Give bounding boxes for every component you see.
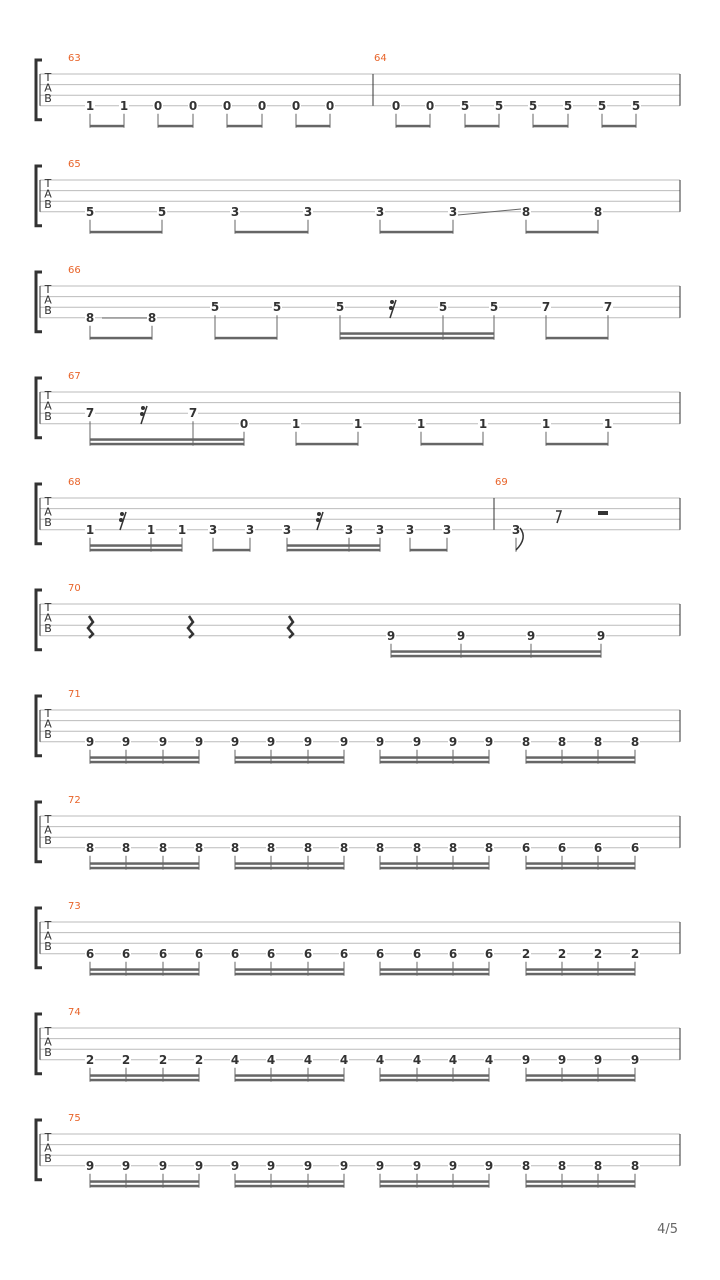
fret-number: 2 <box>158 1052 168 1067</box>
tab-system <box>36 689 680 764</box>
measure-number: 70 <box>68 583 81 594</box>
fret-number: 8 <box>266 840 276 855</box>
system-bracket <box>36 1120 42 1180</box>
tab-system <box>36 265 680 340</box>
beam <box>215 337 277 340</box>
beam <box>380 1079 489 1082</box>
measure-number: 63 <box>68 53 81 64</box>
tab-clef-letter: T <box>44 495 52 508</box>
beam <box>296 125 330 128</box>
beam <box>235 1074 344 1077</box>
fret-number: 6 <box>521 840 531 855</box>
beam <box>526 1074 635 1077</box>
fret-number: 9 <box>630 1052 640 1067</box>
sixteenth-rest <box>140 412 144 416</box>
beam <box>235 761 344 764</box>
fret-number: 4 <box>412 1052 422 1067</box>
beam <box>235 756 344 759</box>
fret-number: 9 <box>121 734 131 749</box>
beam <box>526 231 598 234</box>
fret-number: 6 <box>85 946 95 961</box>
quarter-rest <box>288 616 293 638</box>
beam <box>380 761 489 764</box>
beam <box>396 125 430 128</box>
fret-number: 9 <box>412 1158 422 1173</box>
fret-number: 1 <box>478 416 488 431</box>
fret-number: 3 <box>405 522 415 537</box>
sixteenth-rest <box>317 512 321 516</box>
tab-system <box>36 159 680 234</box>
fret-number: 3 <box>375 522 385 537</box>
fret-number: 9 <box>557 1052 567 1067</box>
fret-number: 6 <box>121 946 131 961</box>
tab-clef-letter: A <box>44 399 52 413</box>
fret-number: 5 <box>460 98 470 113</box>
fret-number: 9 <box>158 1158 168 1173</box>
fret-number: 8 <box>484 840 494 855</box>
fret-number: 6 <box>266 946 276 961</box>
beam <box>287 549 380 552</box>
beam <box>391 650 601 653</box>
beam <box>526 862 635 865</box>
beam <box>526 761 635 764</box>
fret-number: 4 <box>375 1052 385 1067</box>
tab-clef-letter: T <box>44 71 52 84</box>
fret-number: 6 <box>593 840 603 855</box>
beam <box>90 549 182 552</box>
fret-number: 1 <box>353 416 363 431</box>
beam <box>380 1180 489 1183</box>
sixteenth-rest <box>390 300 394 304</box>
fret-number: 5 <box>85 204 95 219</box>
fret-number: 5 <box>494 98 504 113</box>
tab-clef-letter: T <box>44 1131 52 1144</box>
beam <box>340 337 494 340</box>
beam <box>235 862 344 865</box>
beam <box>90 862 199 865</box>
fret-number: 3 <box>245 522 255 537</box>
fret-number: 6 <box>158 946 168 961</box>
fret-number: 0 <box>222 98 232 113</box>
tab-clef-letter: T <box>44 283 52 296</box>
sixteenth-rest <box>141 406 145 410</box>
sixteenth-rest <box>119 518 123 522</box>
tab-clef-letter: A <box>44 187 52 201</box>
fret-number: 9 <box>412 734 422 749</box>
fret-number: 5 <box>210 300 220 315</box>
system-bracket <box>36 272 42 332</box>
beam <box>380 1074 489 1077</box>
fret-number: 9 <box>230 1158 240 1173</box>
fret-number: 5 <box>157 204 167 219</box>
fret-number: 0 <box>257 98 267 113</box>
beam <box>90 443 244 446</box>
system-bracket <box>36 908 42 968</box>
beam <box>90 1079 199 1082</box>
beam <box>380 1185 489 1188</box>
tab-clef-letter: A <box>44 1035 52 1049</box>
fret-number: 8 <box>521 734 531 749</box>
fret-number: 6 <box>412 946 422 961</box>
quarter-rest <box>188 616 193 638</box>
fret-number: 8 <box>593 734 603 749</box>
fret-number: 6 <box>194 946 204 961</box>
system-bracket <box>36 590 42 650</box>
fret-number: 4 <box>484 1052 494 1067</box>
fret-number: 6 <box>557 840 567 855</box>
eighth-rest <box>556 511 561 523</box>
fret-number: 0 <box>188 98 198 113</box>
beam <box>227 125 262 128</box>
tab-system <box>36 477 680 552</box>
fret-number: 8 <box>593 204 603 219</box>
beam <box>90 1074 199 1077</box>
beam <box>533 125 568 128</box>
fret-number: 0 <box>325 98 335 113</box>
beam <box>526 756 635 759</box>
tab-clef-letter: B <box>44 198 52 211</box>
fret-number: 1 <box>541 416 551 431</box>
fret-number: 8 <box>85 310 95 325</box>
fret-number: 7 <box>541 300 551 315</box>
fret-number: 7 <box>603 300 613 315</box>
fret-number: 5 <box>597 98 607 113</box>
beam <box>287 544 380 547</box>
fret-number: 1 <box>603 416 613 431</box>
measure-number: 71 <box>68 689 81 700</box>
fret-number: 6 <box>339 946 349 961</box>
fret-number: 3 <box>303 204 313 219</box>
fret-number: 3 <box>282 522 292 537</box>
fret-number: 6 <box>230 946 240 961</box>
beam <box>235 1079 344 1082</box>
beam <box>158 125 193 128</box>
beam <box>235 231 308 234</box>
measure-number: 73 <box>68 901 81 912</box>
beam <box>235 1180 344 1183</box>
tab-clef-letter: B <box>44 728 52 741</box>
tab-system <box>36 371 680 446</box>
fret-number: 0 <box>239 416 249 431</box>
tab-clef-letter: B <box>44 410 52 423</box>
sixteenth-rest <box>120 512 124 516</box>
fret-number: 9 <box>593 1052 603 1067</box>
tab-system <box>36 1113 680 1188</box>
measure-number: 66 <box>68 265 81 276</box>
tab-clef-letter: T <box>44 389 52 402</box>
beam <box>90 231 162 234</box>
tab-clef-letter: B <box>44 1046 52 1059</box>
tab-clef-letter: T <box>44 177 52 190</box>
measure-number: 69 <box>495 477 508 488</box>
tab-clef-letter: A <box>44 505 52 519</box>
measure-number: 68 <box>68 477 81 488</box>
tab-system <box>36 1007 680 1082</box>
fret-number: 8 <box>593 1158 603 1173</box>
beam <box>602 125 636 128</box>
beam <box>235 1185 344 1188</box>
fret-number: 5 <box>272 300 282 315</box>
fret-number: 6 <box>630 840 640 855</box>
tab-clef-letter: A <box>44 293 52 307</box>
fret-number: 9 <box>303 1158 313 1173</box>
fret-number: 4 <box>339 1052 349 1067</box>
fret-number: 4 <box>448 1052 458 1067</box>
fret-number: 9 <box>448 1158 458 1173</box>
fret-number: 2 <box>593 946 603 961</box>
fret-number: 1 <box>291 416 301 431</box>
beam <box>526 867 635 870</box>
tab-clef-letter: T <box>44 1025 52 1038</box>
fret-number: 9 <box>375 734 385 749</box>
fret-number: 9 <box>521 1052 531 1067</box>
fret-number: 9 <box>484 1158 494 1173</box>
fret-number: 3 <box>448 204 458 219</box>
fret-number: 9 <box>85 1158 95 1173</box>
fret-number: 8 <box>375 840 385 855</box>
fret-number: 4 <box>303 1052 313 1067</box>
fret-number: 3 <box>344 522 354 537</box>
fret-number: 3 <box>230 204 240 219</box>
measure-number: 72 <box>68 795 81 806</box>
fret-number: 9 <box>121 1158 131 1173</box>
tab-clef-letter: A <box>44 1141 52 1155</box>
measure-number: 75 <box>68 1113 81 1124</box>
tab-system <box>36 53 680 128</box>
fret-number: 8 <box>630 1158 640 1173</box>
measure-number: 65 <box>68 159 81 170</box>
tab-clef-letter: A <box>44 929 52 943</box>
fret-number: 7 <box>85 406 95 421</box>
fret-number: 3 <box>208 522 218 537</box>
tab-clef-letter: B <box>44 304 52 317</box>
fret-number: 6 <box>375 946 385 961</box>
fret-number: 6 <box>484 946 494 961</box>
fret-number: 7 <box>188 406 198 421</box>
fret-number: 9 <box>303 734 313 749</box>
beam <box>380 973 489 976</box>
fret-number: 2 <box>557 946 567 961</box>
tab-clef-letter: T <box>44 601 52 614</box>
tab-clef-letter: T <box>44 813 52 826</box>
beam <box>526 1185 635 1188</box>
fret-number: 9 <box>526 628 536 643</box>
beam <box>90 867 199 870</box>
fret-number: 9 <box>456 628 466 643</box>
beam <box>380 756 489 759</box>
beam <box>90 973 199 976</box>
fret-number: 8 <box>121 840 131 855</box>
system-bracket <box>36 378 42 438</box>
tab-clef-letter: B <box>44 1152 52 1165</box>
beam <box>380 862 489 865</box>
fret-number: 1 <box>416 416 426 431</box>
beam <box>526 1079 635 1082</box>
measure-number: 74 <box>68 1007 81 1018</box>
beam <box>90 756 199 759</box>
beam <box>90 337 152 340</box>
beam <box>90 544 182 547</box>
fret-number: 8 <box>521 1158 531 1173</box>
beam <box>380 867 489 870</box>
fret-number: 0 <box>153 98 163 113</box>
tab-clef-letter: T <box>44 919 52 932</box>
fret-number: 2 <box>521 946 531 961</box>
fret-number: 5 <box>528 98 538 113</box>
fret-number: 8 <box>158 840 168 855</box>
beam <box>380 231 453 234</box>
fret-number: 2 <box>630 946 640 961</box>
fret-number: 3 <box>442 522 452 537</box>
fret-number: 2 <box>85 1052 95 1067</box>
tab-clef-letter: A <box>44 81 52 95</box>
fret-number: 2 <box>194 1052 204 1067</box>
fret-number: 4 <box>230 1052 240 1067</box>
beam <box>410 549 447 552</box>
beam <box>235 973 344 976</box>
fret-number: 9 <box>158 734 168 749</box>
fret-number: 5 <box>563 98 573 113</box>
beam <box>526 1180 635 1183</box>
system-bracket <box>36 60 42 120</box>
system-bracket <box>36 802 42 862</box>
system-bracket <box>36 696 42 756</box>
fret-number: 6 <box>303 946 313 961</box>
tab-clef-letter: B <box>44 92 52 105</box>
system-bracket <box>36 166 42 226</box>
fret-number: 9 <box>266 734 276 749</box>
beam <box>340 332 494 335</box>
fret-number: 9 <box>230 734 240 749</box>
beam <box>90 438 244 441</box>
fret-number: 5 <box>489 300 499 315</box>
beam <box>235 968 344 971</box>
beam <box>235 867 344 870</box>
beam <box>296 443 358 446</box>
fret-number: 5 <box>438 300 448 315</box>
beam <box>421 443 483 446</box>
fret-number: 9 <box>339 734 349 749</box>
fret-number: 1 <box>85 522 95 537</box>
beam <box>90 125 124 128</box>
fret-number: 6 <box>448 946 458 961</box>
fret-number: 9 <box>339 1158 349 1173</box>
system-bracket <box>36 484 42 544</box>
fret-number: 9 <box>596 628 606 643</box>
tab-system <box>36 795 680 870</box>
fret-number: 8 <box>147 310 157 325</box>
fret-number: 8 <box>557 1158 567 1173</box>
beam <box>465 125 499 128</box>
page-number: 4/5 <box>657 1222 678 1237</box>
beam <box>213 549 250 552</box>
fret-number: 1 <box>177 522 187 537</box>
tab-clef-letter: A <box>44 611 52 625</box>
beam <box>546 337 608 340</box>
tab-system <box>36 583 680 658</box>
fret-number: 1 <box>146 522 156 537</box>
tab-clef-letter: A <box>44 717 52 731</box>
fret-number: 9 <box>448 734 458 749</box>
fret-number: 5 <box>631 98 641 113</box>
fret-number: 8 <box>303 840 313 855</box>
beam <box>380 968 489 971</box>
half-rest <box>598 511 608 515</box>
beam <box>526 973 635 976</box>
fret-number: 8 <box>630 734 640 749</box>
beam <box>526 968 635 971</box>
fret-number: 8 <box>521 204 531 219</box>
fret-number: 2 <box>121 1052 131 1067</box>
fret-number: 5 <box>335 300 345 315</box>
tab-clef-letter: A <box>44 823 52 837</box>
fret-number: 8 <box>448 840 458 855</box>
fret-number: 3 <box>511 522 521 537</box>
quarter-rest <box>88 616 93 638</box>
system-bracket <box>36 1014 42 1074</box>
fret-number: 3 <box>375 204 385 219</box>
fret-number: 8 <box>557 734 567 749</box>
fret-number: 9 <box>484 734 494 749</box>
beam <box>546 443 608 446</box>
fret-number: 0 <box>391 98 401 113</box>
tab-clef-letter: B <box>44 622 52 635</box>
fret-number: 0 <box>425 98 435 113</box>
fret-number: 1 <box>119 98 129 113</box>
tab-system <box>36 901 680 976</box>
beam <box>90 1185 199 1188</box>
fret-number: 0 <box>291 98 301 113</box>
tab-clef-letter: B <box>44 834 52 847</box>
sixteenth-rest <box>316 518 320 522</box>
fret-number: 9 <box>375 1158 385 1173</box>
fret-number: 8 <box>339 840 349 855</box>
fret-number: 8 <box>194 840 204 855</box>
beam <box>90 968 199 971</box>
fret-number: 9 <box>386 628 396 643</box>
tab-clef-letter: B <box>44 516 52 529</box>
fret-number: 8 <box>412 840 422 855</box>
sixteenth-rest <box>389 306 393 310</box>
fret-number: 9 <box>266 1158 276 1173</box>
fret-number: 8 <box>85 840 95 855</box>
beam <box>90 761 199 764</box>
fret-number: 8 <box>230 840 240 855</box>
fret-number: 4 <box>266 1052 276 1067</box>
tab-clef-letter: B <box>44 940 52 953</box>
tab-clef-letter: T <box>44 707 52 720</box>
measure-number: 64 <box>374 53 387 64</box>
fret-number: 9 <box>85 734 95 749</box>
measure-number: 67 <box>68 371 81 382</box>
beam <box>391 655 601 658</box>
beam <box>90 1180 199 1183</box>
fret-number: 1 <box>85 98 95 113</box>
fret-number: 9 <box>194 734 204 749</box>
fret-number: 9 <box>194 1158 204 1173</box>
